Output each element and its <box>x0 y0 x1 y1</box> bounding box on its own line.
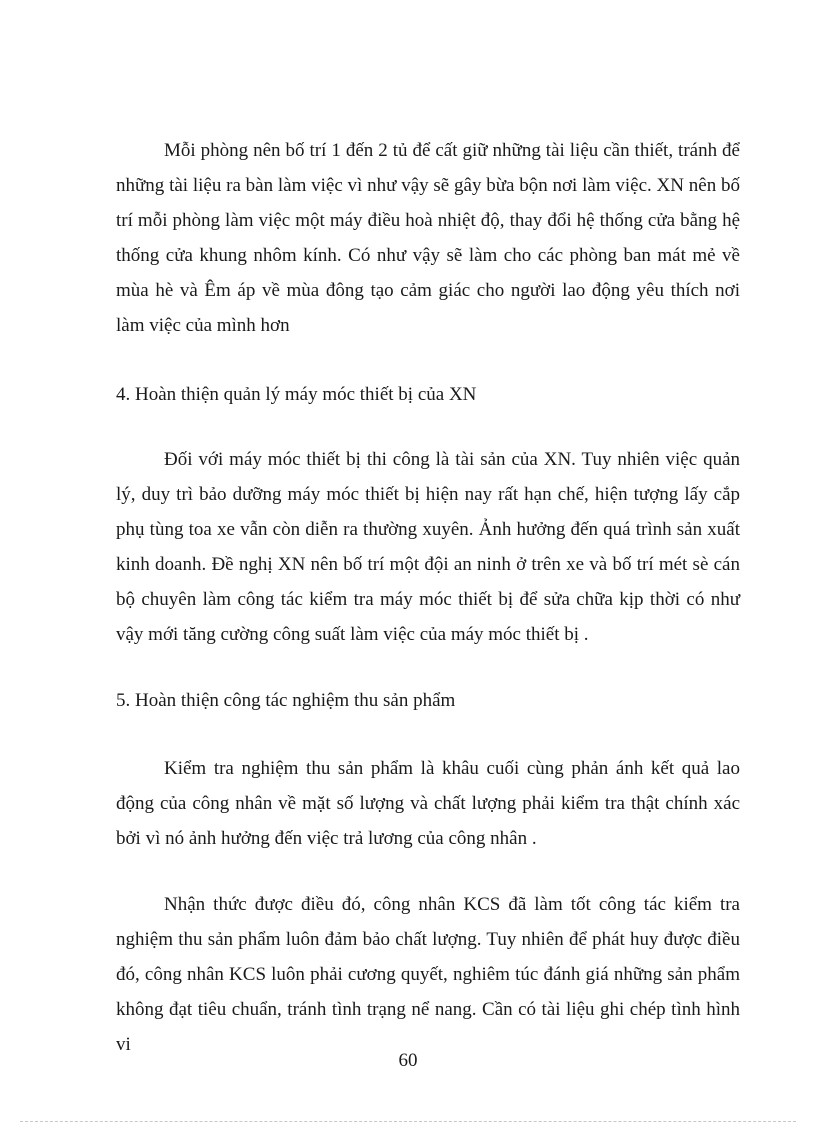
paragraph-block-3 <box>116 751 740 856</box>
paragraph-block-1 <box>116 133 740 343</box>
paragraph-block-2 <box>116 442 740 652</box>
paragraph-equipment-management: Đối với máy móc thiết bị thi công là tài sản của XN. Tuy nhiên việc quản lý, duy trì bảo dưỡng máy móc thiết bị hiện nay rất hạn chế, hiện tượng lấy cắp phụ tùng toa xe vẫn còn diễn ra thường xuyên. Ảnh hưởng đến quá trình sản xuất kinh doanh. Đề nghị XN nên bố trí một đội an ninh ở trên xe và bố trí mét sè cán bộ chuyên làm công tác kiểm tra máy móc thiết bị để sửa chữa kịp thời có như vậy mới tăng cường công suất làm việc của máy móc thiết bị . <box>116 449 740 645</box>
page-bottom-divider <box>20 1121 796 1122</box>
section-5-block <box>116 683 740 718</box>
paragraph-kcs-workers: Nhận thức được điều đó, công nhân KCS đã làm tốt công tác kiểm tra nghiệm thu sản phẩm luôn đảm bảo chất lượng. Tuy nhiên để phát huy được điều đó, công nhân KCS luôn phải cương quyết, nghiêm túc đánh giá những sản phẩm không đạt tiêu chuẩn, tránh tình trạng nể nang. Cần có tài liệu ghi chép tình hình vi <box>116 894 740 1055</box>
paragraph-storage-cabinets: Mỗi phòng nên bố trí 1 đến 2 tủ để cất giữ những tài liệu cần thiết, tránh để những tài liệu ra bàn làm việc vì như vậy sẽ gây bừa bộn nơi làm việc. XN nên bố trí mỗi phòng làm việc một máy điều hoà nhiệt độ, thay đổi hệ thống cửa bằng hệ thống cửa khung nhôm kính. Có như vậy sẽ làm cho các phòng ban mát mẻ về mùa hè và Êm áp về mùa đông tạo cảm giác cho người lao động yêu thích nơi làm việc của mình hơn <box>116 140 740 336</box>
page-number: 60 <box>398 1050 418 1071</box>
section-heading-5: 5. Hoàn thiện công tác nghiệm thu sản phẩm <box>116 690 456 711</box>
paragraph-product-inspection: Kiểm tra nghiệm thu sản phẩm là khâu cuối cùng phản ánh kết quả lao động của công nhân về mặt số lượng và chất lượng phải kiểm tra thật chính xác bởi vì nó ảnh hưởng đến việc trả lương của công nhân . <box>116 758 740 849</box>
section-4-block <box>116 377 740 412</box>
paragraph-block-4 <box>116 887 740 1062</box>
section-heading-4: 4. Hoàn thiện quản lý máy móc thiết bị của XN <box>116 384 477 405</box>
